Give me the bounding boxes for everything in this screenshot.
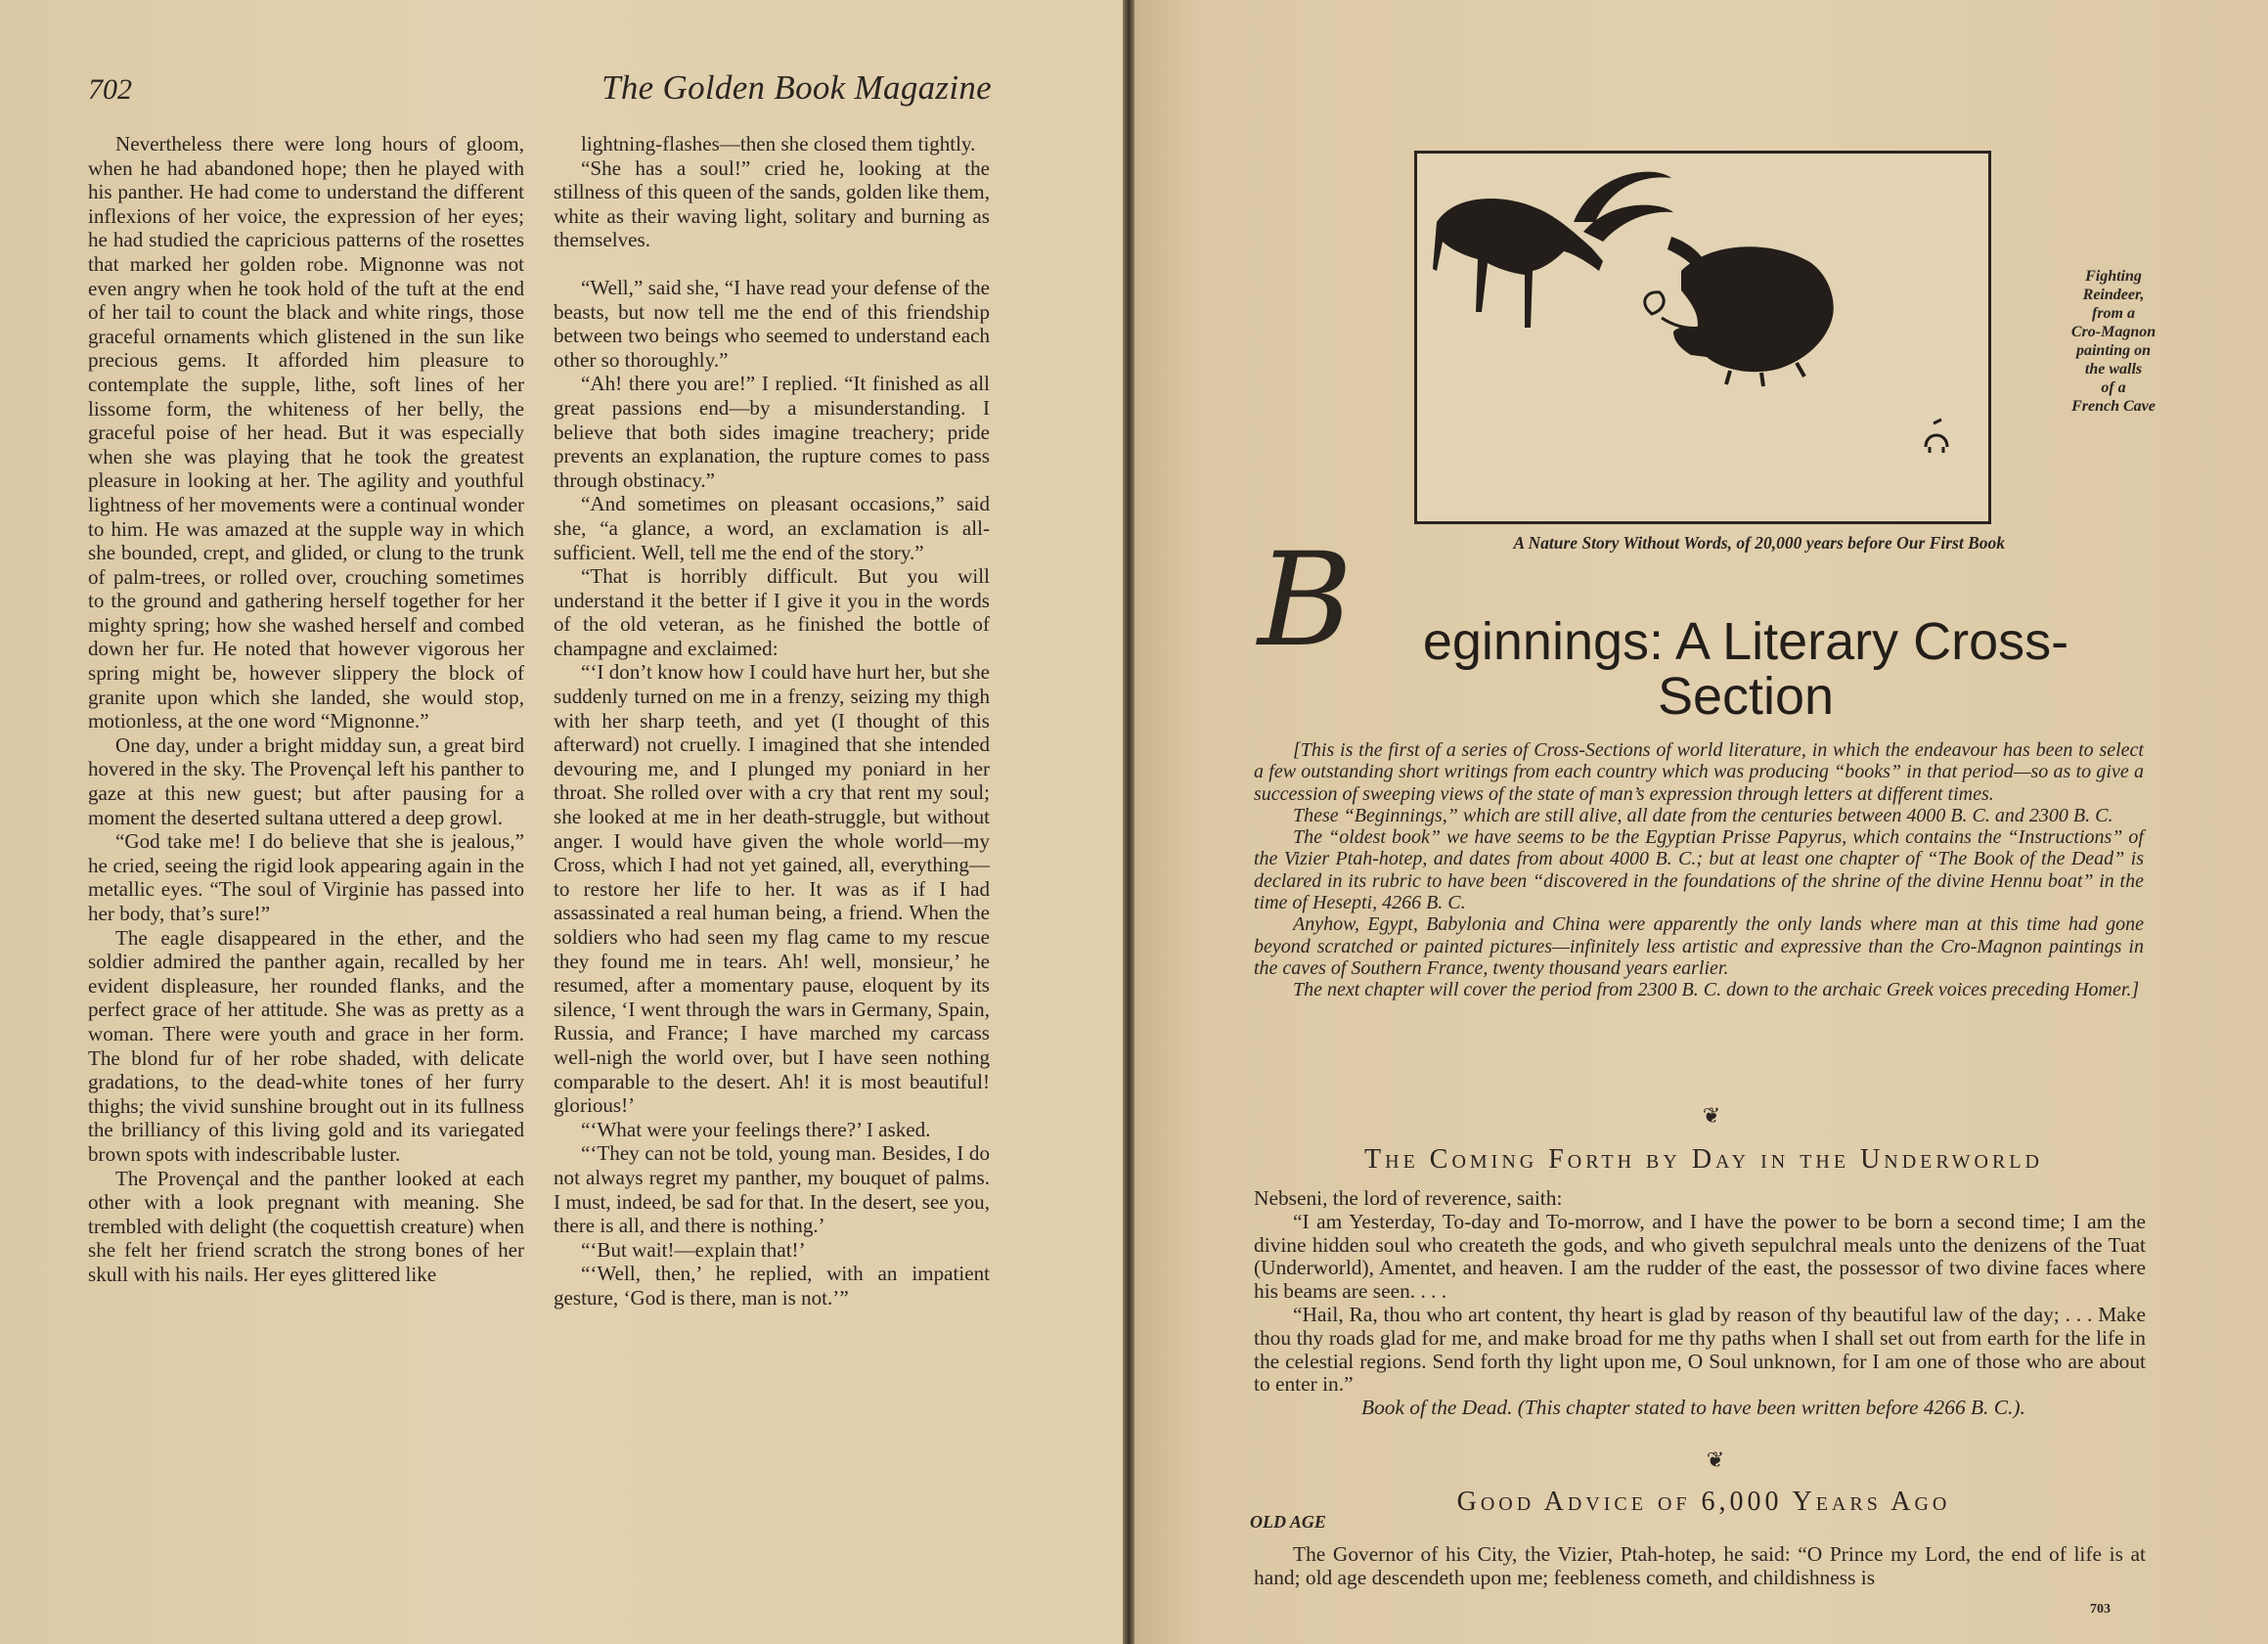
page-number: 702 [88,73,132,106]
paragraph: “‘I don’t know how I could have hurt her, but she suddenly turned on me in a frenzy, seizing my thigh with her sharp teeth, and yet (I thought of this afterward) not cruelly. I imagined that she intended devouring me, and I plunged my poniard in her throat. She rolled over with a cry that rent my soul; she looked at me in her death-struggle, but without anger. I would have given the whole world—my Cross, which I had not yet gained, all, everything—to restore her life to her. It was as if I had assassinated a real human being, a friend. When the soldiers who had seen my flag came to my rescue they found me in tears. Ah! well, monsieur,’ he resumed, after a momentary pause, eloquent by its silence, ‘I went through the wars in Germany, Spain, Russia, and France; I have marched my carcass well-nigh the world over, but I have seen nothing comparable to the desert. Ah! it is most beautiful! glorious!’ [554,660,990,1118]
intro-paragraph: These “Beginnings,” which are still alive, all date from the centuries between 4000 B. C. and 2300 B. C. [1293,804,2113,826]
paragraph: Nebseni, the lord of reverence, saith: [1254,1186,1563,1210]
fighting-reindeer-drawing [1417,154,1988,521]
reindeer-right [1673,246,1834,372]
page-number: 703 [2090,1602,2111,1617]
paragraph: One day, under a bright midday sun, a great bird hovered in the sky. The Provençal left his panther to gaze at this new guest; but after pausing for a moment the deserted sultana uttered a deep growl. [88,733,524,829]
paragraph: “I am Yesterday, To-day and To-morrow, and I have the power to be born a second time; I am the divine hidden soul who createth the gods, and who giveth sepulchral meals unto the denizens of the Tuat (Underworld), Amentet, and heaven. I am the rudder of the east, the possessor of two divine faces where his beams are seen. . . . [1254,1209,2146,1304]
cave-painting-illustration [1414,151,1991,524]
paragraph: “Ah! there you are!” I replied. “It finished as all great passions end—by a misunderstanding. I believe that both sides imagine treachery; pride prevents an explanation, the rupture comes to pass through obstinacy.” [554,372,990,492]
figure-caption: A Nature Story Without Words, of 20,000 years before Our First Book [1513,533,2005,553]
intro-paragraph: The next chapter will cover the period from 2300 B. C. down to the archaic Greek voices preceding Homer.] [1293,979,2140,1001]
ornament-icon: ❦ [1706,1447,1725,1472]
text-column-2 [554,132,990,1311]
paragraph: “‘Well, then,’ he replied, with an impatient gesture, ‘God is there, man is not.’” [554,1262,990,1310]
paragraph: lightning-flashes—then she closed them tightly. [581,132,976,156]
paragraph: “She has a soul!” cried he, looking at the stillness of this queen of the sands, golden like them, white as their waving light, solitary and burning as themselves. [554,156,990,252]
source-citation: Book of the Dead. (This chapter stated to have been written before 4266 B. C.). [1361,1396,2025,1420]
section-text [1254,1187,2146,1420]
paragraph: The Provençal and the panther looked at each other with a look pregnant with meaning. She trembled with delight (the coquettish creature) when she felt her friend scratch the strong bones of her skull with his nails. Her eyes glittered like [88,1166,524,1286]
book-gutter [1123,0,1134,1644]
ornament-icon: ❦ [1702,1103,1721,1128]
paragraph: “Well,” said she, “I have read your defense of the beasts, but now tell me the end of this friendship between two beings who seemed to understand each other so thoroughly.” [554,275,990,372]
paragraph: “‘They can not be told, young man. Besides, I do not always regret my panther, my bouquet of palms. I must, indeed, be sad for that. In the desert, see you, there is all, and there is nothing.’ [554,1141,990,1238]
paragraph: “That is horribly difficult. But you will understand it the better if I give it you in the words of the old veteran, as he finished the bottle of champagne and exclaimed: [554,564,990,660]
section-heading: Good Advice of 6,000 Years Ago [1456,1487,1951,1517]
artist-mark [1926,420,1947,453]
editorial-intro [1254,739,2144,1001]
section-text [1254,1543,2146,1590]
section-heading: The Coming Forth by Day in the Underworld [1364,1144,2043,1175]
left-page [0,0,1123,1644]
paragraph: The Governor of his City, the Vizier, Ptah-hotep, he said: “O Prince my Lord, the end of life is at hand; old age descendeth upon me; feebleness cometh, and childishness is [1254,1542,2146,1589]
paragraph: “‘But wait!—explain that!’ [581,1237,806,1262]
paragraph: “And sometimes on pleasant occasions,” said she, “a glance, a word, an exclamation is all-sufficient. Well, tell me the end of the story.” [554,492,990,564]
paragraph: “Hail, Ra, thou who art content, thy heart is glad by reason of thy beautiful law of the day; . . . Make thou thy roads glad for me, and make broad for me thy paths when I shall set out from earth for the life in the celestial regions. Send forth thy light upon me, O Soul unknown, for I am one of those who are about to enter in.” [1254,1302,2146,1397]
intro-paragraph: The “oldest book” we have seems to be the Egyptian Prisse Papyrus, which contains the “Instructions” of the Vizier Ptah-hotep, and dates from about 4000 B. C.; but at least one chapter of “The Book of the Dead” is declared in its rubric to have been “discovered in the foundations of the shrine of the divine Hennu boat” in the time of Hesepti, 4266 B. C. [1254,826,2144,914]
right-page [1134,0,2268,1644]
paragraph: “‘What were your feelings there?’ I asked. [581,1117,931,1141]
intro-paragraph: Anyhow, Egypt, Babylonia and China were apparently the only lands where man at this time had gone beyond scratched or painted pictures—infinitely less artistic and expressive than the Cro-Magnon paintings in the caves of Southern France, twenty thousand years earlier. [1254,913,2144,979]
paragraph: “God take me! I do believe that she is jealous,” he cried, seeing the rigid look appearing again in the metallic eyes. “The soul of Virginie has passed into her body, that’s sure!” [88,829,524,925]
figure-side-caption: Fighting Reindeer, from a Cro-Magnon painting on the walls of a French Cave [2070,268,2157,415]
running-head: The Golden Book Magazine [601,68,992,107]
paragraph: Nevertheless there were long hours of gloom, when he had abandoned hope; then he played with his panther. He had come to understand the different inflexions of her voice, the expression of her eyes; he had studied the capricious patterns of the rosettes that marked her golden robe. Mignonne was not even angry when he took hold of the tuft at the end of her tail to count the black and white rings, those graceful ornaments which glistened in the sun like precious gems. It afforded him pleasure to contemplate the supple, lithe, soft lines of her lissome form, the whiteness of her belly, the graceful poise of her head. But it was especially when she was playing that he took the greatest pleasure in looking at her. The agility and youthful lightness of her movements were a continual wonder to him. He was amazed at the supple way in which she bounded, crept, and glided, or clung to the trunk of palm-trees, or rolled over, crouching sometimes to the ground and gathering herself together for her mighty spring; how she washed herself and combed down her fur. He noted that however vigorous her spring might be, however slippery the block of granite upon which she landed, she would stop, motionless, at the one word “Mignonne.” [88,132,524,733]
article-title: eginnings: A Literary Cross- Section [1422,612,2069,726]
paragraph: The eagle disappeared in the ether, and the soldier admired the panther again, recalled by her evident displeasure, her rounded flanks, and the perfect grace of her attitude. She was as pretty as a woman. There were youth and grace in her form. The blond fur of her robe shaded, with delicate gradations, to the dead-white tones of her furry thighs; the vivid sunshine brought out in its fullness the brilliancy of this living gold and its variegated brown spots with indescribable luster. [88,925,524,1166]
text-column-1 [88,132,524,1287]
subheading: OLD AGE [1250,1512,1326,1532]
intro-paragraph: [This is the first of a series of Cross-Sections of world literature, in which the endeavour has been to select a few outstanding short writings from each country which was producing “books” in that period—so as to give a succession of sweeping views of the state of man’s expression through letters at different times. [1254,739,2144,805]
title-dropcap: B [1258,525,1354,676]
